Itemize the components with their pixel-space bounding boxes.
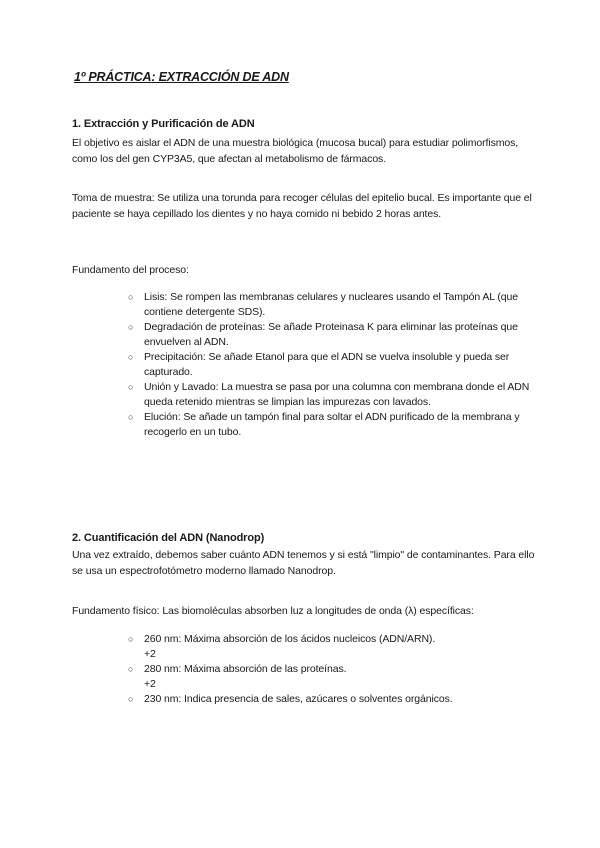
hollow-circle-bullet-icon: ○ — [128, 382, 134, 392]
hollow-circle-bullet-icon: ○ — [128, 352, 134, 362]
section1-sample: Toma de muestra: Se utiliza una torunda para recoger células del epitelio bucal. Es importante que el paciente se haya cepillado los dientes y no haya comido ni bebido 2 horas antes. — [72, 192, 532, 220]
section2-intro: Una vez extraído, debemos saber cuánto ADN tenemos y si está "limpio" de contaminantes. Para ello se usa un espectrofotómetro moderno llamado Nanodrop. — [72, 549, 535, 577]
list-item: ○ Degradación de proteínas: Se añade Proteinasa K para eliminar las proteínas que envuelven al ADN. — [128, 321, 518, 348]
process-steps-list — [126, 290, 546, 440]
hollow-circle-bullet-icon: ○ — [128, 412, 134, 422]
list-item: ○ 280 nm: Máxima absorción de las proteínas. +2 — [128, 663, 347, 690]
hollow-circle-bullet-icon: ○ — [128, 634, 134, 644]
section1-objective: El objetivo es aislar el ADN de una muestra biológica (mucosa bucal) para estudiar polimorfismos, como los del gen CYP3A5, que afectan al metabolismo de fármacos. — [72, 137, 519, 165]
list-item: ○ 260 nm: Máxima absorción de los ácidos nucleicos (ADN/ARN). +2 — [128, 633, 436, 660]
wavelength-list — [126, 632, 546, 707]
section2-heading: 2. Cuantificación del ADN (Nanodrop) — [72, 532, 265, 544]
hollow-circle-bullet-icon: ○ — [128, 664, 134, 674]
list-item: ○ Precipitación: Se añade Etanol para que el ADN se vuelva insoluble y pueda ser capturado. — [128, 351, 510, 378]
hollow-circle-bullet-icon: ○ — [128, 322, 134, 332]
section1-heading: 1. Extracción y Purificación de ADN — [72, 118, 255, 130]
page-title: 1º PRÁCTICA: EXTRACCIÓN DE ADN — [74, 70, 289, 84]
hollow-circle-bullet-icon: ○ — [128, 694, 134, 704]
list-item: ○ Unión y Lavado: La muestra se pasa por una columna con membrana donde el ADN queda retenido mientras se limpian las impurezas con lavados. — [128, 381, 530, 408]
section1-process-label: Fundamento del proceso: — [72, 264, 189, 276]
section2-physical-label: Fundamento físico: Las biomoléculas absorben luz a longitudes de onda (λ) específicas: — [72, 605, 474, 617]
hollow-circle-bullet-icon: ○ — [128, 292, 134, 302]
list-item: ○ Elución: Se añade un tampón final para soltar el ADN purificado de la membrana y recogerlo en un tubo. — [128, 411, 520, 438]
list-item: ○ 230 nm: Indica presencia de sales, azúcares o solventes orgánicos. — [128, 693, 453, 705]
list-item: ○ Lisis: Se rompen las membranas celulares y nucleares usando el Tampón AL (que contiene detergente SDS). — [128, 291, 519, 318]
